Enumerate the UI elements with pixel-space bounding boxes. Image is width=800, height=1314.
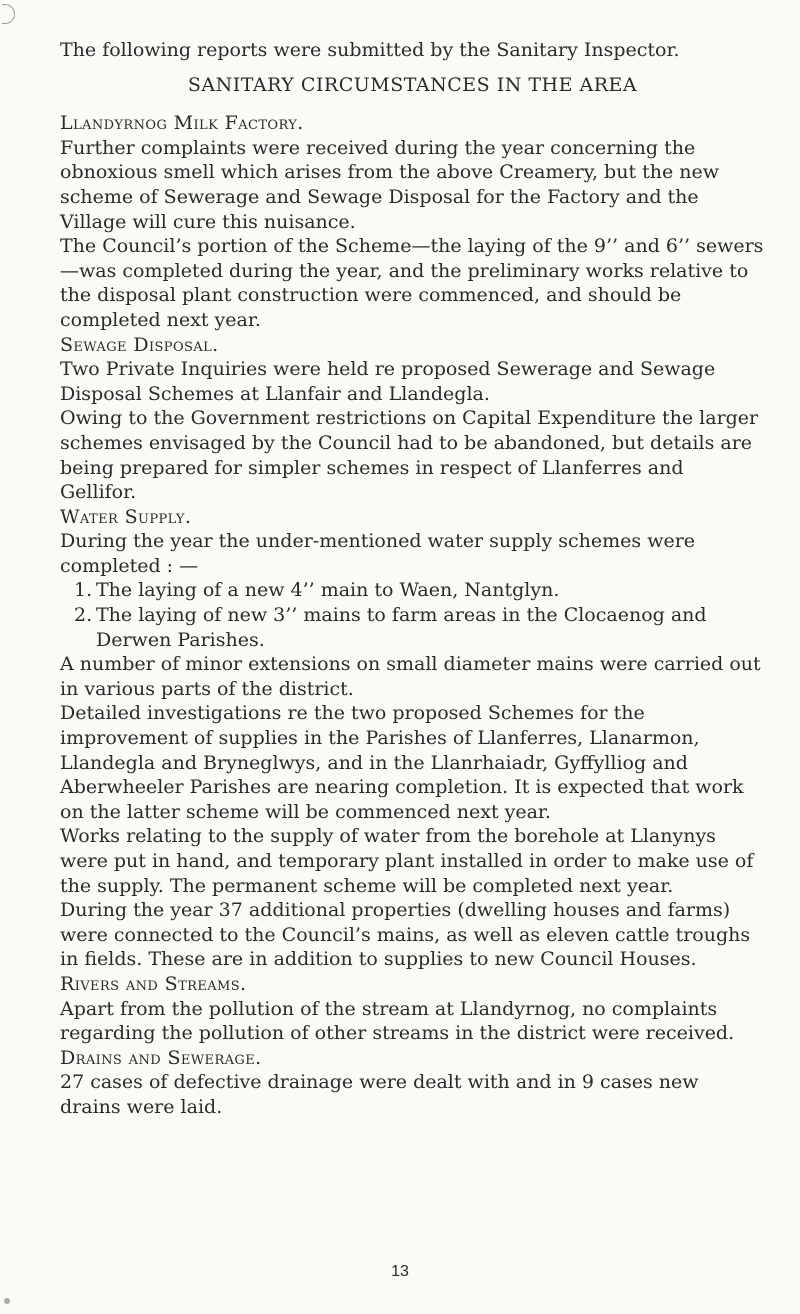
section-rivers-streams <box>60 972 765 1046</box>
list-item <box>74 603 765 652</box>
section-drains-sewerage <box>60 1046 765 1120</box>
scan-dot-mark <box>4 1298 10 1304</box>
paragraph: 27 cases of defective drainage were dealt with and in 9 cases new drains were laid. <box>60 1071 699 1118</box>
section-heading: Drains and Sewerage. <box>60 1046 262 1069</box>
list-item-number: 1. <box>74 579 93 602</box>
paragraph: During the year the under-mentioned water supply schemes were completed : — <box>60 530 696 577</box>
list-item-text: The laying of new 3’’ mains to farm areas in the Clocaenog and Derwen Parishes. <box>96 604 707 651</box>
paragraph: The Council’s portion of the Scheme—the laying of the 9’’ and 6’’ sewers—was completed during the year, and the preliminary works relative to the disposal plant construction were commenced, and should be completed next year. <box>60 235 764 331</box>
page-number: 13 <box>391 1263 409 1280</box>
section-milk-factory <box>60 111 765 332</box>
paragraph: A number of minor extensions on small diameter mains were carried out in various parts of the district. <box>60 653 761 700</box>
punch-hole-mark <box>2 4 15 24</box>
section-heading: Sewage Disposal. <box>60 333 219 356</box>
list-item-number: 2. <box>74 604 93 627</box>
paragraph: Further complaints were received during the year concerning the obnoxious smell which arises from the above Creamery, but the new scheme of Sewerage and Sewage Disposal for the Factory and the Village will cure this nuisance. <box>60 136 720 233</box>
paragraph: During the year 37 additional properties (dwelling houses and farms) were connected to the Council’s mains, as well as eleven cattle troughs in fields. These are in addition to supplies to new Council Houses. <box>60 899 751 971</box>
section-heading: Rivers and Streams. <box>60 972 247 995</box>
section-heading: Water Supply. <box>60 505 192 528</box>
paragraph: Apart from the pollution of the stream at Llandyrnog, no complaints regarding the pollution of other streams in the district were received. <box>60 997 735 1045</box>
section-sewage-disposal <box>60 333 765 505</box>
list-item-text: The laying of a new 4’’ main to Waen, Nantglyn. <box>96 579 560 602</box>
intro-text: The following reports were submitted by the Sanitary Inspector. <box>60 39 680 61</box>
document-page <box>60 38 765 1120</box>
paragraph: Works relating to the supply of water from the borehole at Llanynys were put in hand, and temporary plant installed in order to make use of the supply. The permanent scheme will be completed next year. <box>60 825 754 897</box>
paragraph: Owing to the Government restrictions on Capital Expenditure the larger schemes envisaged by the Council had to be abandoned, but details are being prepared for simpler schemes in respect of Llanferres and Gellifor. <box>60 407 759 504</box>
main-heading: SANITARY CIRCUMSTANCES IN THE AREA <box>187 73 638 96</box>
section-water-supply <box>60 505 765 972</box>
paragraph: Two Private Inquiries were held re proposed Sewerage and Sewage Disposal Schemes at Llanfair and Llandegla. <box>60 358 716 405</box>
section-heading: Llandyrnog Milk Factory. <box>60 112 304 135</box>
paragraph: Detailed investigations re the two proposed Schemes for the improvement of supplies in the Parishes of Llanferres, Llanarmon, Llandegla and Bryneglwys, and in the Llanrhaiadr, Gyffylliog and Aberwheeler Parishes are nearing completion. It is expected that work on the latter scheme will be commenced next year. <box>60 702 744 823</box>
list-item <box>74 578 765 603</box>
